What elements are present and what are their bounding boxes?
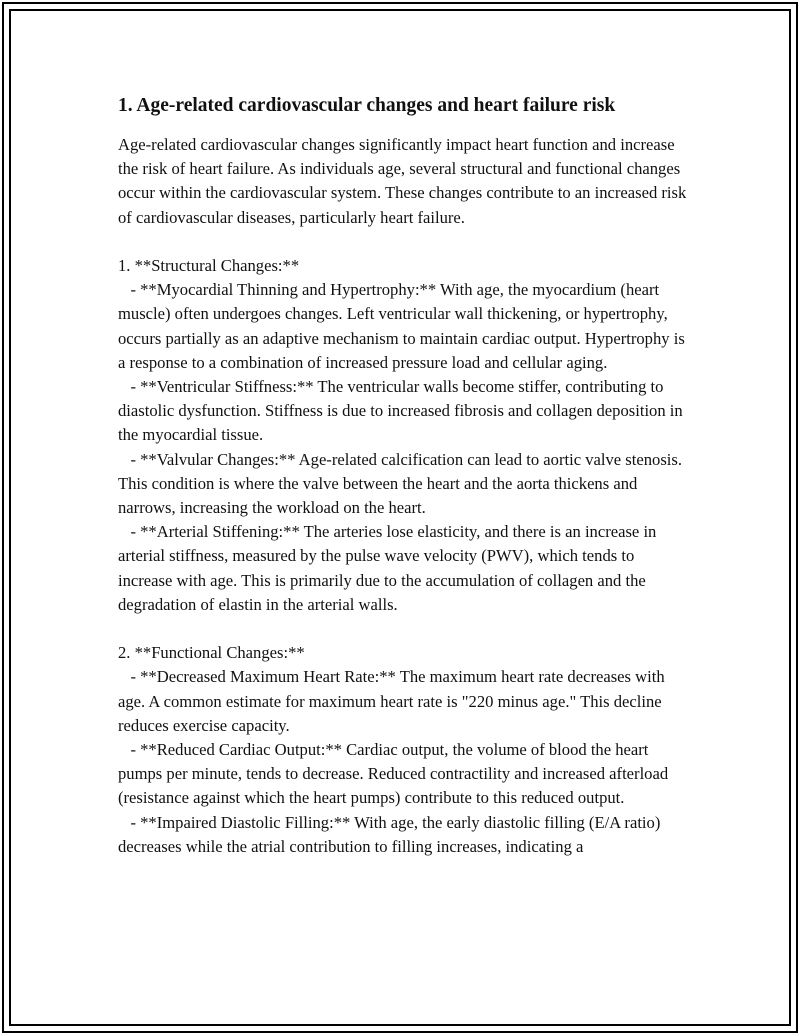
section-structural-changes bbox=[118, 254, 688, 617]
section-heading: 2. **Functional Changes:** bbox=[118, 643, 305, 663]
list-item: - **Impaired Diastolic Filling:** With age, the early diastolic filling (E/A ratio) decreases while the atrial contribution to filling increases, indicating a bbox=[118, 812, 665, 856]
document-body bbox=[118, 133, 688, 859]
list-item: - **Arterial Stiffening:** The arteries lose elasticity, and there is an increase in arterial stiffness, measured by the pulse wave velocity (PWV), which tends to increase with age. This is primarily due to the accumulation of collagen and the degradation of elastin in the arterial walls. bbox=[118, 522, 661, 614]
list-item: - **Valvular Changes:** Age-related calcification can lead to aortic valve stenosis. This condition is where the valve between the heart and the aorta thickens and narrows, increasing the workload on the heart. bbox=[118, 449, 686, 518]
document-content bbox=[118, 92, 688, 859]
spacer bbox=[118, 617, 688, 641]
section-functional-changes bbox=[118, 641, 688, 859]
list-item: - **Decreased Maximum Heart Rate:** The maximum heart rate decreases with age. A common estimate for maximum heart rate is "220 minus age." This decline reduces exercise capacity. bbox=[118, 667, 669, 735]
spacer bbox=[118, 230, 688, 254]
list-item: - **Myocardial Thinning and Hypertrophy:** With age, the myocardium (heart muscle) often undergoes changes. Left ventricular wall thickening, or hypertrophy, occurs partially as an adaptive mechanism to maintain cardiac output. Hypertrophy is a response to a combination of increased pressure load and cellular aging. bbox=[118, 280, 689, 372]
section-heading: 1. **Structural Changes:** bbox=[118, 256, 300, 275]
intro-paragraph: Age-related cardiovascular changes significantly impact heart function and increase the risk of heart failure. As individuals age, several structural and functional changes occur within the cardiovascular system. These changes contribute to an increased risk of cardiovascular diseases, particularly heart failure. bbox=[118, 135, 687, 227]
list-item: - **Ventricular Stiffness:** The ventricular walls become stiffer, contributing to diastolic dysfunction. Stiffness is due to increased fibrosis and collagen deposition in the myocardial tissue. bbox=[118, 377, 687, 445]
document-title: 1. Age-related cardiovascular changes and heart failure risk bbox=[118, 95, 616, 116]
list-item: - **Reduced Cardiac Output:** Cardiac output, the volume of blood the heart pumps per minute, tends to decrease. Reduced contractility and increased afterload (resistance against which the heart pumps) contribute to this reduced output. bbox=[118, 740, 673, 808]
